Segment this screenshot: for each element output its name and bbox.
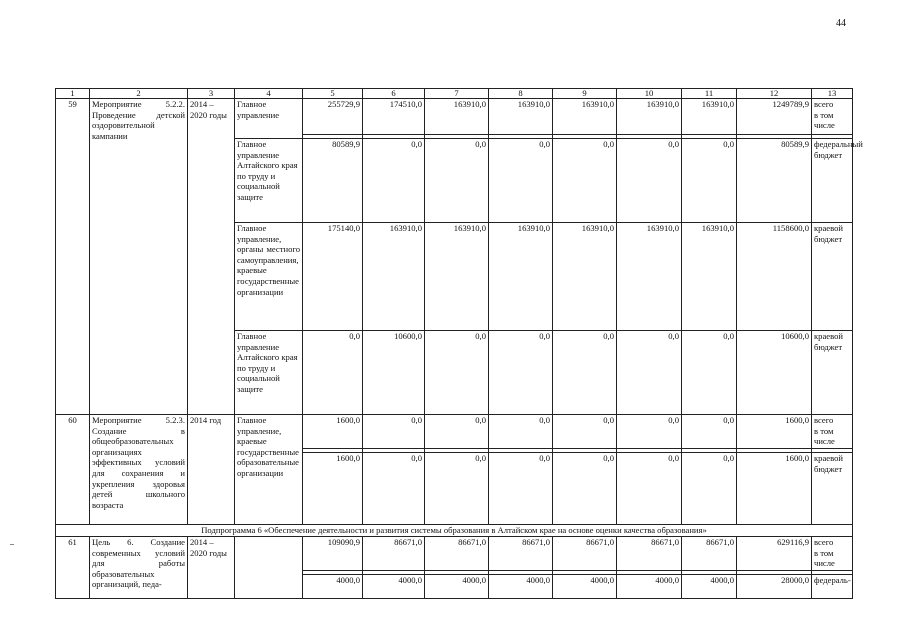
value-cell: 0,0 [425, 453, 489, 525]
funding-source: федеральный бюджет [812, 139, 853, 223]
value-cell: 163910,0 [617, 99, 682, 135]
header-cell: 12 [737, 89, 812, 99]
header-cell: 1 [56, 89, 90, 99]
value-cell: 4000,0 [303, 575, 363, 599]
value-cell: 86671,0 [553, 537, 617, 571]
value-cell: 0,0 [617, 415, 682, 449]
value-cell: 4000,0 [553, 575, 617, 599]
value-cell: 0,0 [553, 331, 617, 415]
source-label: всего [814, 99, 834, 109]
table-row [56, 415, 853, 449]
source-label: в том числе [814, 425, 835, 447]
value-cell: 0,0 [425, 415, 489, 449]
value-cell: 0,0 [617, 331, 682, 415]
value-cell: 0,0 [617, 453, 682, 525]
value-cell: 0,0 [682, 415, 737, 449]
source-label: в том числе [814, 109, 835, 131]
header-cell: 5 [303, 89, 363, 99]
row-number: 60 [56, 415, 90, 525]
value-cell: 4000,0 [682, 575, 737, 599]
value-cell: 0,0 [489, 331, 553, 415]
funding-source [812, 99, 853, 135]
value-cell: 4000,0 [363, 575, 425, 599]
page-number: 44 [836, 18, 846, 29]
value-cell: 86671,0 [425, 537, 489, 571]
value-cell: 0,0 [489, 139, 553, 223]
value-cell: 86671,0 [363, 537, 425, 571]
source-label: всего [814, 537, 834, 547]
value-cell: 0,0 [682, 139, 737, 223]
value-cell: 163910,0 [617, 223, 682, 331]
value-cell: 175140,0 [303, 223, 363, 331]
header-cell: 9 [553, 89, 617, 99]
value-cell: 163910,0 [363, 223, 425, 331]
value-cell: 163910,0 [425, 223, 489, 331]
source-label: в том числе [814, 547, 835, 569]
value-cell: 86671,0 [617, 537, 682, 571]
value-cell: 163910,0 [553, 223, 617, 331]
value-cell: 163910,0 [682, 223, 737, 331]
value-cell: 0,0 [303, 331, 363, 415]
header-cell: 4 [235, 89, 303, 99]
value-cell: 0,0 [682, 453, 737, 525]
value-cell: 10600,0 [363, 331, 425, 415]
budget-table [55, 88, 863, 599]
value-cell: 629116,9 [737, 537, 812, 571]
value-cell: 0,0 [363, 453, 425, 525]
value-cell: 109090,9 [303, 537, 363, 571]
value-cell: 80589,9 [737, 139, 812, 223]
value-cell: 0,0 [682, 331, 737, 415]
value-cell: 10600,0 [737, 331, 812, 415]
table-row [56, 537, 853, 571]
value-cell: 0,0 [363, 415, 425, 449]
row-number: 59 [56, 99, 90, 415]
funding-source: краевой бюджет [812, 223, 853, 331]
value-cell: 163910,0 [489, 99, 553, 135]
value-cell: 163910,0 [425, 99, 489, 135]
executor: Главное управление Алтайского края по труду и социальной защите [235, 139, 303, 223]
value-cell: 0,0 [425, 139, 489, 223]
executor: Главное управление, краевые государственные образовательные организации [235, 415, 303, 525]
value-cell: 1249789,9 [737, 99, 812, 135]
funding-source [812, 415, 853, 449]
value-cell: 1600,0 [737, 415, 812, 449]
event-name: Мероприятие 5.2.3. Создание в общеобразовательных организациях эффективных условий для сохранения и укрепления здоровья детей школьного возраста [90, 415, 188, 525]
header-cell: 11 [682, 89, 737, 99]
header-cell: 10 [617, 89, 682, 99]
value-cell: 4000,0 [425, 575, 489, 599]
header-cell: 3 [188, 89, 235, 99]
value-cell: 0,0 [553, 139, 617, 223]
header-cell: 13 [812, 89, 853, 99]
value-cell: 0,0 [489, 453, 553, 525]
margin-mark [10, 544, 14, 545]
value-cell: 163910,0 [489, 223, 553, 331]
value-cell: 1600,0 [737, 453, 812, 525]
funding-source: федераль- [812, 575, 853, 599]
value-cell: 28000,0 [737, 575, 812, 599]
value-cell: 1158600,0 [737, 223, 812, 331]
period: 2014 – 2020 годы [188, 537, 235, 599]
header-cell: 8 [489, 89, 553, 99]
value-cell: 0,0 [617, 139, 682, 223]
table-row [56, 99, 853, 135]
executor [235, 537, 303, 599]
period: 2014 – 2020 годы [188, 99, 235, 415]
value-cell: 86671,0 [489, 537, 553, 571]
header-row [56, 89, 853, 99]
funding-source: краевой бюджет [812, 453, 853, 525]
value-cell: 80589,9 [303, 139, 363, 223]
value-cell: 1600,0 [303, 453, 363, 525]
value-cell: 255729,9 [303, 99, 363, 135]
value-cell: 163910,0 [682, 99, 737, 135]
header-cell: 2 [90, 89, 188, 99]
executor: Главное управление Алтайского края по труду и социальной защите [235, 331, 303, 415]
value-cell: 163910,0 [553, 99, 617, 135]
value-cell: 4000,0 [617, 575, 682, 599]
value-cell: 4000,0 [489, 575, 553, 599]
value-cell: 86671,0 [682, 537, 737, 571]
source-label: всего [814, 415, 834, 425]
executor: Главное управление [235, 99, 303, 139]
value-cell: 0,0 [363, 139, 425, 223]
executor: Главное управление, органы местного самоуправления, краевые государственные организации [235, 223, 303, 331]
event-name: Цель 6. Создание современных условий для работы образовательных организаций, педа- [90, 537, 188, 599]
funding-source [812, 537, 853, 571]
period: 2014 год [188, 415, 235, 525]
funding-source: краевой бюджет [812, 331, 853, 415]
value-cell: 0,0 [489, 415, 553, 449]
row-number: 61 [56, 537, 90, 599]
event-name: Мероприятие 5.2.2. Проведение детской оздоровительной кампании [90, 99, 188, 415]
header-cell: 7 [425, 89, 489, 99]
value-cell: 0,0 [553, 453, 617, 525]
header-cell: 6 [363, 89, 425, 99]
subprogram-heading: Подпрограмма 6 «Обеспечение деятельности и развития системы образования в Алтайском крае на основе оценки качества образования» [56, 525, 853, 537]
value-cell: 1600,0 [303, 415, 363, 449]
value-cell: 0,0 [425, 331, 489, 415]
table-row [56, 525, 853, 537]
value-cell: 174510,0 [363, 99, 425, 135]
value-cell: 0,0 [553, 415, 617, 449]
